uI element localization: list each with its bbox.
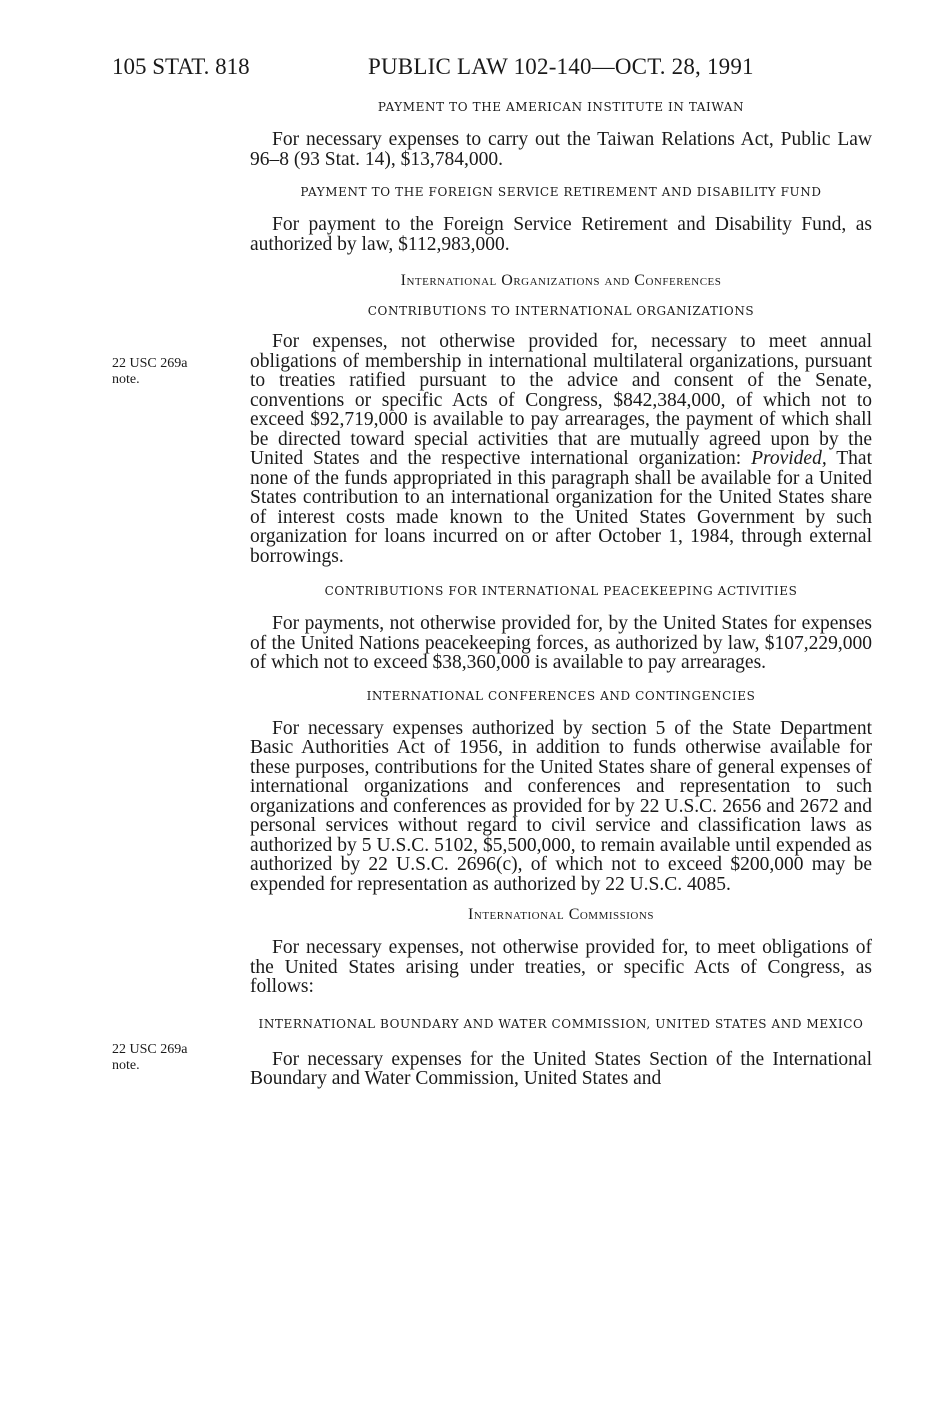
- title-international-organizations: International Organizations and Conferences: [400, 272, 722, 289]
- proviso-term: Provided,: [751, 448, 827, 469]
- margin-note-label: note.: [112, 372, 140, 387]
- document-body: [250, 96, 872, 1101]
- paragraph-contributions-organizations: [250, 332, 872, 566]
- title-international-commissions: International Commissions: [468, 906, 654, 923]
- margin-note-label: note.: [112, 1058, 140, 1073]
- margin-note-citation: 22 USC 269a: [112, 1042, 188, 1057]
- heading-american-institute-taiwan: PAYMENT TO THE AMERICAN INSTITUTE IN TAIWAN: [377, 100, 745, 114]
- heading-boundary-water: INTERNATIONAL BOUNDARY AND WATER COMMISSION, UNITED STATES AND MEXICO: [258, 1016, 864, 1031]
- paragraph-peacekeeping: For payments, not otherwise provided for, by the United States for expenses of the United Nations peacekeeping forces, as authorized by law, $107,229,000 of which not to exceed $38,360,000 is available to pay arrearages.: [250, 613, 872, 673]
- margin-note-2: [112, 1042, 187, 1074]
- paragraph-retirement-fund: For payment to the Foreign Service Retirement and Disability Fund, as authorized by law, $112,983,000.: [250, 214, 872, 255]
- heading-conferences-contingencies: INTERNATIONAL CONFERENCES AND CONTINGENCIES: [366, 688, 756, 703]
- heading-contributions-organizations: CONTRIBUTIONS TO INTERNATIONAL ORGANIZATIONS: [367, 304, 755, 318]
- heading-peacekeeping: CONTRIBUTIONS FOR INTERNATIONAL PEACEKEEPING ACTIVITIES: [324, 584, 798, 598]
- paragraph-text-a: For expenses, not otherwise provided for, necessary to meet annual obligations of membership in international multilateral organizations, pursuant to treaties ratified pursuant to the advice and consent of the Senate, conventions or specific Acts of Congress, $842,384,000, of which not to exceed $92,719,000 is available to pay arrearages, the payment of which shall be directed toward special activities that are mutually agreed upon by the United States and the respective international organization:: [250, 331, 872, 469]
- paragraph-text-b: That none of the funds appropriated in this paragraph shall be available for a United States contribution to an international organization for the United States share of interest costs made known to the United States Government by such organization for loans incurred on or after October 1, 1984, through external borrowings.: [250, 448, 872, 567]
- margin-note-1: [112, 356, 187, 388]
- stat-page-number: 105 STAT. 818: [112, 54, 250, 79]
- paragraph-conferences-contingencies: For necessary expenses authorized by section 5 of the State Department Basic Authorities Act of 1956, in addition to funds otherwise available for these purposes, contributions for the United States share of general expenses of international organizations and conferences and representation to such organizations and conferences as provided for by 22 U.S.C. 2656 and 2672 and personal services without regard to civil service and classification laws as authorized by 5 U.S.C. 5102, $5,500,000, to remain available until expended as authorized by 22 U.S.C. 2696(c), of which not to exceed $200,000 may be expended for representation as authorized by 22 U.S.C. 4085.: [250, 717, 872, 895]
- heading-foreign-service-retirement: PAYMENT TO THE FOREIGN SERVICE RETIREMENT AND DISABILITY FUND: [300, 185, 822, 199]
- paragraph-taiwan: For necessary expenses to carry out the Taiwan Relations Act, Public Law 96–8 (93 Stat. 14), $13,784,000.: [250, 129, 872, 170]
- law-title: PUBLIC LAW 102-140—OCT. 28, 1991: [368, 54, 754, 79]
- paragraph-commissions: For necessary expenses, not otherwise provided for, to meet obligations of the United States arising under treaties, or specific Acts of Congress, as follows:: [250, 937, 872, 997]
- margin-note-citation: 22 USC 269a: [112, 356, 188, 371]
- paragraph-boundary-water: For necessary expenses for the United States Section of the International Boundary and Water Commission, United States and: [250, 1048, 872, 1089]
